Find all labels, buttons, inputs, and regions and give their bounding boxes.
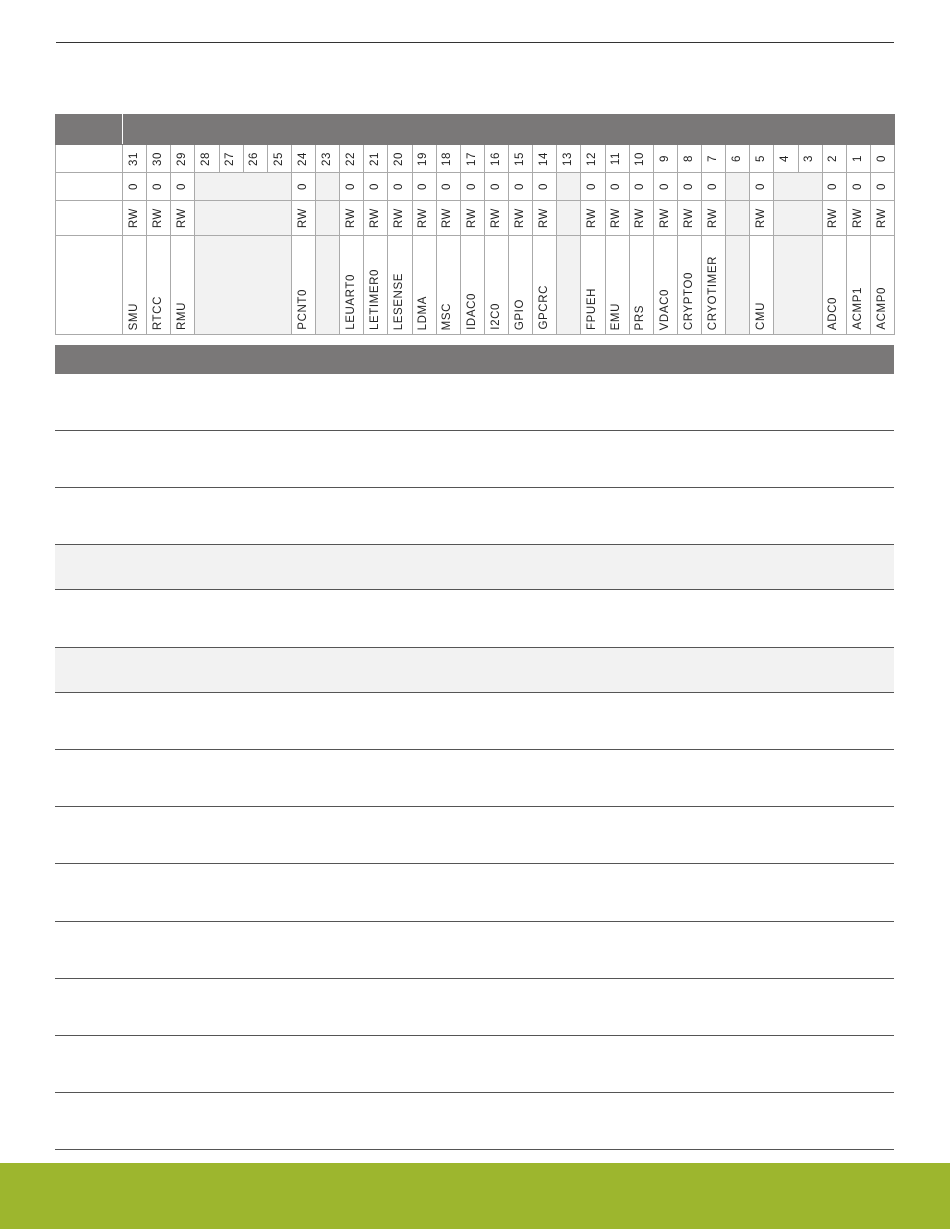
field-name-cell bbox=[750, 236, 774, 335]
access-cell bbox=[822, 201, 846, 236]
bit-number-cell-text: 12 bbox=[586, 151, 599, 166]
access-cell bbox=[750, 201, 774, 236]
field-name-cell-text: LDMA bbox=[417, 295, 430, 330]
bit-number-cell-text: 25 bbox=[272, 151, 285, 166]
reserved-access-cell bbox=[316, 201, 340, 236]
field-name-cell bbox=[509, 236, 533, 335]
field-name-cell-text: LEUART0 bbox=[344, 274, 357, 330]
description-row bbox=[55, 488, 894, 545]
bit-number-cell-text: 29 bbox=[176, 151, 189, 166]
bit-number-cell bbox=[726, 145, 750, 173]
field-name-cell bbox=[605, 236, 629, 335]
field-name-cell bbox=[846, 236, 870, 335]
reserved-reset-cell bbox=[195, 173, 292, 201]
field-name-cell bbox=[171, 236, 195, 335]
reset-value-cell bbox=[460, 173, 484, 201]
reset-value-cell-text: 0 bbox=[393, 183, 406, 190]
field-name-cell-text: FPUEH bbox=[586, 288, 599, 330]
reset-value-cell-text: 0 bbox=[706, 183, 719, 190]
field-name-cell bbox=[677, 236, 701, 335]
reset-value-cell-text: 0 bbox=[296, 183, 309, 190]
bit-number-cell-text: 2 bbox=[827, 155, 840, 162]
reserved-reset-cell bbox=[726, 173, 750, 201]
field-name-cell bbox=[702, 236, 726, 335]
register-bit-table bbox=[55, 114, 895, 335]
reset-value-cell bbox=[171, 173, 195, 201]
reset-value-cell-text: 0 bbox=[417, 183, 430, 190]
bit-number-cell bbox=[364, 145, 388, 173]
access-cell-text: RW bbox=[513, 207, 526, 229]
bit-number-cell-text: 3 bbox=[803, 155, 816, 162]
access-cell-text: RW bbox=[176, 207, 189, 229]
field-name-cell-text: ACMP0 bbox=[875, 287, 888, 330]
reserved-access-cell bbox=[195, 201, 292, 236]
access-cell-text: RW bbox=[151, 207, 164, 229]
description-row bbox=[55, 750, 894, 807]
bit-number-cell-text: 8 bbox=[682, 155, 695, 162]
bit-number-cell bbox=[195, 145, 219, 173]
reserved-access-cell bbox=[774, 201, 822, 236]
bit-number-cell bbox=[123, 145, 147, 173]
field-name-cell bbox=[147, 236, 171, 335]
field-name-cell bbox=[291, 236, 315, 335]
bit-number-cell-text: 14 bbox=[537, 151, 550, 166]
field-name-cell bbox=[629, 236, 653, 335]
description-row bbox=[55, 979, 894, 1036]
bit-number-cell-text: 27 bbox=[224, 151, 237, 166]
access-cell-text: RW bbox=[682, 207, 695, 229]
bit-number-cell bbox=[629, 145, 653, 173]
reset-value-cell-text: 0 bbox=[875, 183, 888, 190]
reset-value-cell bbox=[702, 173, 726, 201]
reset-value-cell-text: 0 bbox=[658, 183, 671, 190]
field-name-row bbox=[56, 236, 895, 335]
bit-number-cell bbox=[340, 145, 364, 173]
bit-number-cell bbox=[388, 145, 412, 173]
access-cell-text: RW bbox=[127, 207, 140, 229]
reset-value-cell bbox=[509, 173, 533, 201]
field-name-cell-text: ACMP1 bbox=[851, 287, 864, 330]
bit-number-cell bbox=[291, 145, 315, 173]
bit-number-cell bbox=[702, 145, 726, 173]
field-name-cell-text: RTCC bbox=[151, 295, 164, 330]
reset-value-cell-text: 0 bbox=[465, 183, 478, 190]
access-cell bbox=[460, 201, 484, 236]
reset-value-cell bbox=[340, 173, 364, 201]
description-row bbox=[55, 431, 894, 488]
access-cell-text: RW bbox=[634, 207, 647, 229]
access-cell-text: RW bbox=[610, 207, 623, 229]
description-row bbox=[55, 545, 894, 590]
bit-number-cell-text: 1 bbox=[851, 155, 864, 162]
access-cell bbox=[340, 201, 364, 236]
reset-value-cell bbox=[388, 173, 412, 201]
reserved-access-cell bbox=[557, 201, 581, 236]
footer-band bbox=[0, 1163, 950, 1229]
description-row bbox=[55, 693, 894, 750]
bit-number-cell-text: 22 bbox=[344, 151, 357, 166]
field-name-cell-text: LESENSE bbox=[393, 272, 406, 330]
reset-value-cell-text: 0 bbox=[127, 183, 140, 190]
header-offset-cell bbox=[56, 115, 123, 145]
field-name-cell bbox=[822, 236, 846, 335]
reset-value-cell bbox=[629, 173, 653, 201]
reserved-name-cell bbox=[726, 236, 750, 335]
table-header-row bbox=[56, 115, 895, 145]
access-cell-text: RW bbox=[586, 207, 599, 229]
field-name-cell-text: PCNT0 bbox=[296, 289, 309, 330]
access-cell bbox=[388, 201, 412, 236]
access-cell-text: RW bbox=[658, 207, 671, 229]
field-name-cell-text: I2C0 bbox=[489, 303, 502, 330]
reset-value-cell bbox=[750, 173, 774, 201]
reset-value-cell bbox=[822, 173, 846, 201]
reset-value-cell-text: 0 bbox=[489, 183, 502, 190]
reset-value-cell bbox=[533, 173, 557, 201]
bit-number-cell bbox=[557, 145, 581, 173]
bit-number-cell-text: 20 bbox=[393, 151, 406, 166]
field-name-cell bbox=[460, 236, 484, 335]
access-cell bbox=[436, 201, 460, 236]
bit-number-cell bbox=[798, 145, 822, 173]
bit-number-cell-text: 0 bbox=[875, 155, 888, 162]
bit-number-cell bbox=[436, 145, 460, 173]
access-cell-text: RW bbox=[393, 207, 406, 229]
bit-number-cell bbox=[484, 145, 508, 173]
reset-value-cell-text: 0 bbox=[586, 183, 599, 190]
reset-value-cell bbox=[653, 173, 677, 201]
bit-number-cell bbox=[147, 145, 171, 173]
bit-row-label bbox=[56, 145, 123, 173]
reset-value-cell-text: 0 bbox=[151, 183, 164, 190]
access-cell-text: RW bbox=[344, 207, 357, 229]
reset-value-cell-text: 0 bbox=[755, 183, 768, 190]
access-cell bbox=[653, 201, 677, 236]
reset-value-cell-text: 0 bbox=[344, 183, 357, 190]
reset-value-cell bbox=[364, 173, 388, 201]
bit-number-cell bbox=[677, 145, 701, 173]
reset-value-cell bbox=[123, 173, 147, 201]
field-name-cell bbox=[533, 236, 557, 335]
access-cell-text: RW bbox=[875, 207, 888, 229]
access-cell-text: RW bbox=[489, 207, 502, 229]
access-cell bbox=[484, 201, 508, 236]
bit-number-cell-text: 13 bbox=[562, 151, 575, 166]
reset-value-cell bbox=[291, 173, 315, 201]
reserved-name-cell bbox=[557, 236, 581, 335]
reset-value-cell bbox=[605, 173, 629, 201]
reset-value-cell bbox=[412, 173, 436, 201]
reserved-reset-cell bbox=[774, 173, 822, 201]
access-cell-text: RW bbox=[465, 207, 478, 229]
bit-number-cell-text: 18 bbox=[441, 151, 454, 166]
bit-number-cell-text: 5 bbox=[755, 155, 768, 162]
field-name-cell bbox=[653, 236, 677, 335]
access-cell bbox=[629, 201, 653, 236]
description-row bbox=[55, 1036, 894, 1093]
bit-number-cell-text: 24 bbox=[296, 151, 309, 166]
bit-number-cell-text: 4 bbox=[779, 155, 792, 162]
description-row bbox=[55, 590, 894, 648]
access-row-label bbox=[56, 201, 123, 236]
bit-number-cell-text: 21 bbox=[369, 151, 382, 166]
bit-number-cell bbox=[605, 145, 629, 173]
field-name-cell-text: CMU bbox=[755, 302, 768, 330]
reset-value-cell-text: 0 bbox=[682, 183, 695, 190]
bit-number-cell bbox=[750, 145, 774, 173]
access-cell bbox=[364, 201, 388, 236]
top-rule bbox=[56, 42, 894, 43]
bit-number-row bbox=[56, 145, 895, 173]
access-cell-text: RW bbox=[441, 207, 454, 229]
access-cell-text: RW bbox=[851, 207, 864, 229]
bit-number-cell bbox=[774, 145, 798, 173]
bit-number-cell bbox=[316, 145, 340, 173]
access-cell bbox=[533, 201, 557, 236]
field-name-cell-text: MSC bbox=[441, 302, 454, 330]
reset-value-cell-text: 0 bbox=[369, 183, 382, 190]
bit-number-cell-text: 15 bbox=[513, 151, 526, 166]
access-cell-text: RW bbox=[417, 207, 430, 229]
name-row-label bbox=[56, 236, 123, 335]
field-name-cell bbox=[581, 236, 605, 335]
reset-value-cell bbox=[581, 173, 605, 201]
field-name-cell bbox=[412, 236, 436, 335]
access-cell bbox=[702, 201, 726, 236]
access-cell bbox=[147, 201, 171, 236]
access-cell-text: RW bbox=[706, 207, 719, 229]
bit-number-cell-text: 26 bbox=[248, 151, 261, 166]
access-cell bbox=[291, 201, 315, 236]
reset-value-cell bbox=[436, 173, 460, 201]
bit-number-cell bbox=[533, 145, 557, 173]
access-cell-text: RW bbox=[827, 207, 840, 229]
access-cell-text: RW bbox=[537, 207, 550, 229]
bit-number-cell bbox=[870, 145, 894, 173]
description-row bbox=[55, 864, 894, 922]
reserved-reset-cell bbox=[316, 173, 340, 201]
access-cell bbox=[870, 201, 894, 236]
access-cell bbox=[171, 201, 195, 236]
access-cell-text: RW bbox=[369, 207, 382, 229]
bit-number-cell bbox=[219, 145, 243, 173]
field-name-cell-text: RMU bbox=[176, 302, 189, 330]
header-bit-position-cell bbox=[123, 115, 895, 145]
bit-number-cell-text: 11 bbox=[610, 151, 623, 166]
field-name-cell bbox=[484, 236, 508, 335]
reset-value-cell-text: 0 bbox=[634, 183, 647, 190]
field-name-cell-text: PRS bbox=[634, 304, 647, 330]
reset-value-cell-text: 0 bbox=[537, 183, 550, 190]
reset-value-cell bbox=[870, 173, 894, 201]
field-name-cell-text: GPIO bbox=[513, 298, 526, 330]
access-cell-text: RW bbox=[296, 207, 309, 229]
field-name-cell bbox=[870, 236, 894, 335]
field-name-cell bbox=[364, 236, 388, 335]
bit-number-cell-text: 23 bbox=[320, 151, 333, 166]
bit-number-cell-text: 16 bbox=[489, 151, 502, 166]
access-cell bbox=[581, 201, 605, 236]
field-name-cell bbox=[436, 236, 460, 335]
description-row bbox=[55, 648, 894, 693]
field-name-cell bbox=[123, 236, 147, 335]
field-name-cell-text: IDAC0 bbox=[465, 293, 478, 330]
access-row bbox=[56, 201, 895, 236]
bit-number-cell bbox=[653, 145, 677, 173]
reset-value-cell-text: 0 bbox=[176, 183, 189, 190]
reserved-access-cell bbox=[726, 201, 750, 236]
field-name-cell-text: SMU bbox=[127, 302, 140, 330]
bit-number-cell bbox=[171, 145, 195, 173]
description-row bbox=[55, 922, 894, 979]
bit-number-cell bbox=[846, 145, 870, 173]
reset-row-label bbox=[56, 173, 123, 201]
field-name-cell-text: VDAC0 bbox=[658, 288, 671, 330]
bit-number-cell-text: 10 bbox=[634, 151, 647, 166]
reset-value-cell bbox=[677, 173, 701, 201]
description-row bbox=[55, 374, 894, 431]
bit-number-cell-text: 7 bbox=[706, 155, 719, 162]
bit-number-cell-text: 17 bbox=[465, 151, 478, 166]
field-name-cell bbox=[340, 236, 364, 335]
bit-number-cell-text: 28 bbox=[200, 151, 213, 166]
bit-number-cell bbox=[460, 145, 484, 173]
reset-value-cell-text: 0 bbox=[513, 183, 526, 190]
bit-number-cell bbox=[267, 145, 291, 173]
field-name-cell-text: ADC0 bbox=[827, 296, 840, 330]
bit-number-cell-text: 30 bbox=[151, 151, 164, 166]
reset-value-cell-text: 0 bbox=[441, 183, 454, 190]
access-cell bbox=[677, 201, 701, 236]
reserved-name-cell bbox=[774, 236, 822, 335]
access-cell bbox=[123, 201, 147, 236]
access-cell bbox=[605, 201, 629, 236]
bit-number-cell bbox=[581, 145, 605, 173]
description-table-header bbox=[55, 345, 894, 374]
reserved-name-cell bbox=[316, 236, 340, 335]
bit-number-cell bbox=[412, 145, 436, 173]
access-cell bbox=[509, 201, 533, 236]
field-name-cell-text: LETIMER0 bbox=[369, 268, 382, 330]
description-row bbox=[55, 807, 894, 864]
field-name-cell-text: GPCRC bbox=[537, 285, 550, 330]
field-name-cell bbox=[388, 236, 412, 335]
bit-number-cell-text: 31 bbox=[127, 151, 140, 166]
access-cell bbox=[846, 201, 870, 236]
field-name-cell-text: CRYOTIMER bbox=[706, 255, 719, 330]
reset-value-cell bbox=[846, 173, 870, 201]
bit-number-cell bbox=[822, 145, 846, 173]
field-name-cell-text: CRYPTO0 bbox=[682, 271, 695, 330]
reset-value-cell bbox=[484, 173, 508, 201]
bit-number-cell-text: 9 bbox=[658, 155, 671, 162]
reserved-reset-cell bbox=[557, 173, 581, 201]
reset-value-cell-text: 0 bbox=[827, 183, 840, 190]
bit-number-cell bbox=[509, 145, 533, 173]
reset-value-cell-text: 0 bbox=[610, 183, 623, 190]
bit-number-cell-text: 19 bbox=[417, 151, 430, 166]
field-name-cell-text: EMU bbox=[610, 302, 623, 330]
description-row bbox=[55, 1093, 894, 1150]
bit-number-cell-text: 6 bbox=[730, 155, 743, 162]
reset-value-row bbox=[56, 173, 895, 201]
access-cell bbox=[412, 201, 436, 236]
reset-value-cell bbox=[147, 173, 171, 201]
access-cell-text: RW bbox=[755, 207, 768, 229]
reserved-name-cell bbox=[195, 236, 292, 335]
reset-value-cell-text: 0 bbox=[851, 183, 864, 190]
bit-number-cell bbox=[243, 145, 267, 173]
